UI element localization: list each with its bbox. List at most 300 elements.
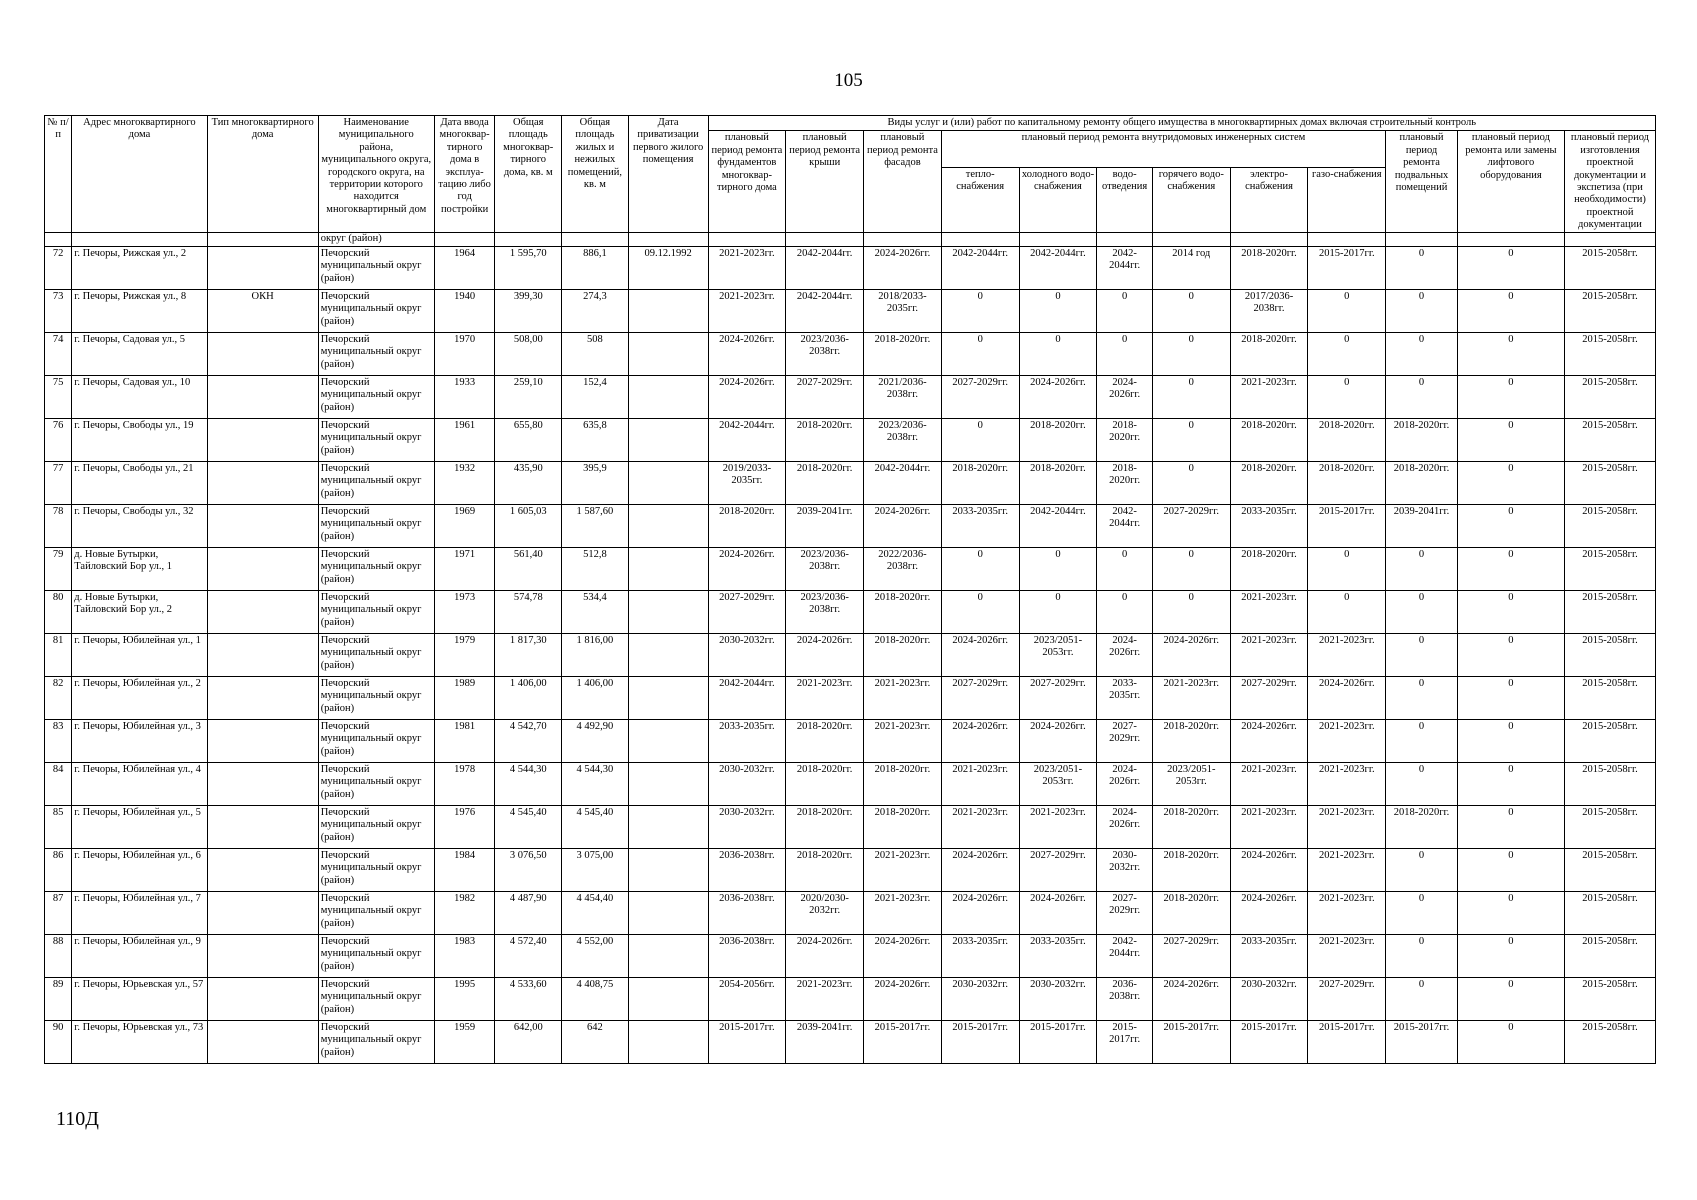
living-area-cell: 4 552,00 (562, 934, 629, 977)
cold-water-cell: 2018-2020гг. (1019, 461, 1097, 504)
table-row (45, 977, 1656, 1020)
hot-water-cell: 2024-2026гг. (1152, 977, 1230, 1020)
heat-cell: 2024-2026гг. (941, 848, 1019, 891)
address-cell: г. Печоры, Садовая ул., 5 (72, 332, 207, 375)
living-area-cell: 3 075,00 (562, 848, 629, 891)
basement-cell: 0 (1386, 332, 1458, 375)
total-area-cell: 4 544,30 (495, 762, 562, 805)
year-cell: 1940 (434, 289, 495, 332)
type-cell: ОКН (207, 289, 318, 332)
elevator-cell: 0 (1457, 977, 1564, 1020)
cold-water-cell: 2030-2032гг. (1019, 977, 1097, 1020)
table-row (45, 762, 1656, 805)
municipality-cell: Печорский муниципальный округ (район) (318, 719, 434, 762)
address-cell: г. Печоры, Юбилейная ул., 5 (72, 805, 207, 848)
row-number: 75 (45, 375, 72, 418)
year-cell: 1995 (434, 977, 495, 1020)
hot-water-cell: 2018-2020гг. (1152, 848, 1230, 891)
header-total-area: Общая площадь многоквар-тирного дома, кв. м (495, 116, 562, 233)
elevator-cell: 0 (1457, 504, 1564, 547)
sewer-cell: 2024-2026гг. (1097, 805, 1153, 848)
header-facade: плановый период ремонта фасадов (864, 131, 942, 233)
sewer-cell: 2042-2044гг. (1097, 246, 1153, 289)
hot-water-cell: 0 (1152, 332, 1230, 375)
address-cell: г. Печоры, Свободы ул., 19 (72, 418, 207, 461)
cold-water-cell: 2015-2017гг. (1019, 1020, 1097, 1063)
heat-cell: 2027-2029гг. (941, 676, 1019, 719)
row-number: 89 (45, 977, 72, 1020)
municipality-cell: Печорский муниципальный округ (район) (318, 590, 434, 633)
living-area-cell: 534,4 (562, 590, 629, 633)
elevator-cell: 0 (1457, 461, 1564, 504)
facade-cell: 2024-2026гг. (864, 934, 942, 977)
heat-cell: 2024-2026гг. (941, 891, 1019, 934)
row-number: 73 (45, 289, 72, 332)
sewer-cell: 2036-2038гг. (1097, 977, 1153, 1020)
roof-cell: 2021-2023гг. (786, 676, 864, 719)
electric-cell: 2021-2023гг. (1230, 375, 1308, 418)
address-cell: г. Печоры, Юбилейная ул., 9 (72, 934, 207, 977)
heat-cell: 2018-2020гг. (941, 461, 1019, 504)
municipality-cell: Печорский муниципальный округ (район) (318, 289, 434, 332)
basement-cell: 0 (1386, 246, 1458, 289)
electric-cell: 2024-2026гг. (1230, 891, 1308, 934)
hot-water-cell: 2027-2029гг. (1152, 934, 1230, 977)
basement-cell: 0 (1386, 547, 1458, 590)
hot-water-cell: 2018-2020гг. (1152, 719, 1230, 762)
year-cell: 1989 (434, 676, 495, 719)
municipality-cell: Печорский муниципальный округ (район) (318, 762, 434, 805)
roof-cell: 2020/2030-2032гг. (786, 891, 864, 934)
address-cell: г. Печоры, Юбилейная ул., 7 (72, 891, 207, 934)
heat-cell: 2021-2023гг. (941, 762, 1019, 805)
hot-water-cell: 0 (1152, 289, 1230, 332)
roof-cell: 2027-2029гг. (786, 375, 864, 418)
year-cell: 1932 (434, 461, 495, 504)
type-cell (207, 977, 318, 1020)
total-area-cell: 435,90 (495, 461, 562, 504)
type-cell (207, 547, 318, 590)
cold-water-cell: 2023/2051-2053гг. (1019, 762, 1097, 805)
heat-cell: 2021-2023гг. (941, 805, 1019, 848)
address-cell: г. Печоры, Юбилейная ул., 3 (72, 719, 207, 762)
privatization-cell (628, 805, 708, 848)
type-cell (207, 633, 318, 676)
address-cell: г. Печоры, Свободы ул., 21 (72, 461, 207, 504)
basement-cell: 0 (1386, 375, 1458, 418)
type-cell (207, 848, 318, 891)
design-docs-cell: 2015-2058гг. (1564, 590, 1655, 633)
foundation-cell: 2036-2038гг. (708, 891, 786, 934)
total-area-cell: 399,30 (495, 289, 562, 332)
basement-cell: 0 (1386, 676, 1458, 719)
row-number: 77 (45, 461, 72, 504)
heat-cell: 0 (941, 289, 1019, 332)
cold-water-cell: 0 (1019, 590, 1097, 633)
basement-cell: 2018-2020гг. (1386, 418, 1458, 461)
cold-water-cell: 0 (1019, 547, 1097, 590)
footer-code: 110Д (56, 1108, 99, 1130)
hot-water-cell: 2023/2051-2053гг. (1152, 762, 1230, 805)
basement-cell: 2018-2020гг. (1386, 805, 1458, 848)
heat-cell: 0 (941, 590, 1019, 633)
elevator-cell: 0 (1457, 246, 1564, 289)
table-row (45, 934, 1656, 977)
header-foundation: плановый период ремонта фундаментов многоквар-тирного дома (708, 131, 786, 233)
year-cell: 1961 (434, 418, 495, 461)
table-row (45, 547, 1656, 590)
living-area-cell: 4 545,40 (562, 805, 629, 848)
gas-cell: 2015-2017гг. (1308, 246, 1386, 289)
hot-water-cell: 0 (1152, 375, 1230, 418)
year-cell: 1976 (434, 805, 495, 848)
total-area-cell: 259,10 (495, 375, 562, 418)
basement-cell: 0 (1386, 289, 1458, 332)
heat-cell: 2033-2035гг. (941, 934, 1019, 977)
total-area-cell: 4 533,60 (495, 977, 562, 1020)
year-cell: 1982 (434, 891, 495, 934)
foundation-cell: 2021-2023гг. (708, 289, 786, 332)
hot-water-cell: 0 (1152, 461, 1230, 504)
cold-water-cell: 2021-2023гг. (1019, 805, 1097, 848)
hot-water-cell: 2027-2029гг. (1152, 504, 1230, 547)
municipality-cell: Печорский муниципальный округ (район) (318, 934, 434, 977)
header-sewer: водо-отведения (1097, 167, 1153, 233)
basement-cell: 2039-2041гг. (1386, 504, 1458, 547)
privatization-cell (628, 504, 708, 547)
address-cell: д. Новые Бутырки, Тайловский Бор ул., 2 (72, 590, 207, 633)
table-row (45, 246, 1656, 289)
elevator-cell: 0 (1457, 719, 1564, 762)
facade-cell: 2024-2026гг. (864, 246, 942, 289)
foundation-cell: 2030-2032гг. (708, 633, 786, 676)
design-docs-cell: 2015-2058гг. (1564, 547, 1655, 590)
foundation-cell: 2042-2044гг. (708, 418, 786, 461)
electric-cell: 2018-2020гг. (1230, 246, 1308, 289)
page-number: 105 (834, 70, 863, 91)
municipality-cell: Печорский муниципальный округ (район) (318, 1020, 434, 1063)
cold-water-cell: 2027-2029гг. (1019, 848, 1097, 891)
foundation-cell: 2024-2026гг. (708, 375, 786, 418)
municipality-cell: Печорский муниципальный округ (район) (318, 461, 434, 504)
hot-water-cell: 2014 год (1152, 246, 1230, 289)
facade-cell: 2024-2026гг. (864, 977, 942, 1020)
heat-cell: 0 (941, 418, 1019, 461)
sewer-cell: 0 (1097, 289, 1153, 332)
design-docs-cell: 2015-2058гг. (1564, 246, 1655, 289)
elevator-cell: 0 (1457, 375, 1564, 418)
municipality-cell: Печорский муниципальный округ (район) (318, 332, 434, 375)
foundation-cell: 2019/2033-2035гг. (708, 461, 786, 504)
facade-cell: 2021-2023гг. (864, 676, 942, 719)
total-area-cell: 561,40 (495, 547, 562, 590)
hot-water-cell: 0 (1152, 418, 1230, 461)
address-cell: г. Печоры, Садовая ул., 10 (72, 375, 207, 418)
elevator-cell: 0 (1457, 289, 1564, 332)
elevator-cell: 0 (1457, 590, 1564, 633)
living-area-cell: 1 816,00 (562, 633, 629, 676)
sewer-cell: 0 (1097, 590, 1153, 633)
privatization-cell (628, 332, 708, 375)
heat-cell: 2030-2032гг. (941, 977, 1019, 1020)
type-cell (207, 891, 318, 934)
year-cell: 1933 (434, 375, 495, 418)
cold-water-cell: 2024-2026гг. (1019, 375, 1097, 418)
gas-cell: 2027-2029гг. (1308, 977, 1386, 1020)
basement-cell: 0 (1386, 633, 1458, 676)
foundation-cell: 2036-2038гг. (708, 848, 786, 891)
roof-cell: 2024-2026гг. (786, 633, 864, 676)
municipality-cell: Печорский муниципальный округ (район) (318, 891, 434, 934)
table-header (45, 116, 1656, 233)
total-area-cell: 1 605,03 (495, 504, 562, 547)
facade-cell: 2018/2033-2035гг. (864, 289, 942, 332)
sewer-cell: 2018-2020гг. (1097, 461, 1153, 504)
header-roof: плановый период ремонта крыши (786, 131, 864, 233)
privatization-cell (628, 633, 708, 676)
roof-cell: 2039-2041гг. (786, 1020, 864, 1063)
table-row (45, 891, 1656, 934)
sewer-cell: 2027-2029гг. (1097, 719, 1153, 762)
electric-cell: 2021-2023гг. (1230, 805, 1308, 848)
year-cell: 1970 (434, 332, 495, 375)
gas-cell: 0 (1308, 590, 1386, 633)
gas-cell: 2021-2023гг. (1308, 633, 1386, 676)
living-area-cell: 1 587,60 (562, 504, 629, 547)
total-area-cell: 4 572,40 (495, 934, 562, 977)
design-docs-cell: 2015-2058гг. (1564, 719, 1655, 762)
header-commission-date: Дата ввода многоквар-тирного дома в эксплуа-тацию либо год постройки (434, 116, 495, 233)
elevator-cell: 0 (1457, 676, 1564, 719)
design-docs-cell: 2015-2058гг. (1564, 375, 1655, 418)
elevator-cell: 0 (1457, 547, 1564, 590)
year-cell: 1964 (434, 246, 495, 289)
municipality-cell: Печорский муниципальный округ (район) (318, 418, 434, 461)
facade-cell: 2021/2036-2038гг. (864, 375, 942, 418)
address-cell: г. Печоры, Рижская ул., 2 (72, 246, 207, 289)
table-row (45, 1020, 1656, 1063)
cold-water-cell: 2042-2044гг. (1019, 246, 1097, 289)
header-works-group: Виды услуг и (или) работ по капитальному ремонту общего имущества в многоквартирных домах включая строительный контроль (708, 116, 1655, 131)
header-type: Тип многоквартирного дома (207, 116, 318, 233)
electric-cell: 2021-2023гг. (1230, 762, 1308, 805)
sewer-cell: 2024-2026гг. (1097, 375, 1153, 418)
type-cell (207, 418, 318, 461)
gas-cell: 2021-2023гг. (1308, 762, 1386, 805)
row-number: 86 (45, 848, 72, 891)
year-cell: 1971 (434, 547, 495, 590)
privatization-cell (628, 375, 708, 418)
electric-cell: 2030-2032гг. (1230, 977, 1308, 1020)
total-area-cell: 4 545,40 (495, 805, 562, 848)
header-design-docs: плановый период изготовления проектной документации и экспетиза (при необходимости) проектной документации (1564, 131, 1655, 233)
address-cell: г. Печоры, Юрьевская ул., 73 (72, 1020, 207, 1063)
privatization-cell (628, 547, 708, 590)
header-num: № п/п (45, 116, 72, 233)
cold-water-cell: 0 (1019, 332, 1097, 375)
sewer-cell: 2015-2017гг. (1097, 1020, 1153, 1063)
electric-cell: 2018-2020гг. (1230, 418, 1308, 461)
foundation-cell: 2036-2038гг. (708, 934, 786, 977)
table-row (45, 504, 1656, 547)
header-hot-water: горячего водо-снабжения (1152, 167, 1230, 233)
electric-cell: 2018-2020гг. (1230, 332, 1308, 375)
basement-cell: 2015-2017гг. (1386, 1020, 1458, 1063)
facade-cell: 2018-2020гг. (864, 805, 942, 848)
heat-cell: 2027-2029гг. (941, 375, 1019, 418)
roof-cell: 2042-2044гг. (786, 246, 864, 289)
address-cell: г. Печоры, Свободы ул., 32 (72, 504, 207, 547)
total-area-cell: 655,80 (495, 418, 562, 461)
living-area-cell: 508 (562, 332, 629, 375)
table-row (45, 719, 1656, 762)
sewer-cell: 2018-2020гг. (1097, 418, 1153, 461)
municipality-cell: Печорский муниципальный округ (район) (318, 633, 434, 676)
heat-cell: 0 (941, 547, 1019, 590)
header-electric: электро-снабжения (1230, 167, 1308, 233)
type-cell (207, 504, 318, 547)
cold-water-cell: 2027-2029гг. (1019, 676, 1097, 719)
elevator-cell: 0 (1457, 633, 1564, 676)
table-row (45, 676, 1656, 719)
roof-cell: 2021-2023гг. (786, 977, 864, 1020)
roof-cell: 2042-2044гг. (786, 289, 864, 332)
cold-water-cell: 2018-2020гг. (1019, 418, 1097, 461)
foundation-cell: 2027-2029гг. (708, 590, 786, 633)
living-area-cell: 4 454,40 (562, 891, 629, 934)
design-docs-cell: 2015-2058гг. (1564, 461, 1655, 504)
table-row (45, 461, 1656, 504)
privatization-cell (628, 719, 708, 762)
design-docs-cell: 2015-2058гг. (1564, 848, 1655, 891)
living-area-cell: 274,3 (562, 289, 629, 332)
total-area-cell: 508,00 (495, 332, 562, 375)
heat-cell: 2024-2026гг. (941, 719, 1019, 762)
hot-water-cell: 2018-2020гг. (1152, 891, 1230, 934)
electric-cell: 2018-2020гг. (1230, 461, 1308, 504)
row-number: 88 (45, 934, 72, 977)
elevator-cell: 0 (1457, 332, 1564, 375)
roof-cell: 2023/2036-2038гг. (786, 590, 864, 633)
elevator-cell: 0 (1457, 762, 1564, 805)
row-number: 90 (45, 1020, 72, 1063)
heat-cell: 2024-2026гг. (941, 633, 1019, 676)
header-engineering-group: плановый период ремонта внутридомовых инженерных систем (941, 131, 1385, 167)
roof-cell: 2018-2020гг. (786, 461, 864, 504)
design-docs-cell: 2015-2058гг. (1564, 1020, 1655, 1063)
type-cell (207, 676, 318, 719)
total-area-cell: 4 542,70 (495, 719, 562, 762)
address-cell: г. Печоры, Юбилейная ул., 2 (72, 676, 207, 719)
gas-cell: 2018-2020гг. (1308, 461, 1386, 504)
table-row (45, 848, 1656, 891)
year-cell: 1978 (434, 762, 495, 805)
privatization-cell: 09.12.1992 (628, 246, 708, 289)
gas-cell: 2024-2026гг. (1308, 676, 1386, 719)
gas-cell: 2021-2023гг. (1308, 891, 1386, 934)
type-cell (207, 762, 318, 805)
privatization-cell (628, 289, 708, 332)
year-cell: 1984 (434, 848, 495, 891)
header-cold-water: холодного водо-снабжения (1019, 167, 1097, 233)
row-number: 81 (45, 633, 72, 676)
basement-cell: 0 (1386, 590, 1458, 633)
gas-cell: 2015-2017гг. (1308, 504, 1386, 547)
address-cell: г. Печоры, Юбилейная ул., 4 (72, 762, 207, 805)
row-number: 84 (45, 762, 72, 805)
table-row (45, 805, 1656, 848)
hot-water-cell: 0 (1152, 590, 1230, 633)
electric-cell: 2015-2017гг. (1230, 1020, 1308, 1063)
foundation-cell: 2054-2056гг. (708, 977, 786, 1020)
sewer-cell: 2033-2035гг. (1097, 676, 1153, 719)
elevator-cell: 0 (1457, 934, 1564, 977)
privatization-cell (628, 891, 708, 934)
privatization-cell (628, 590, 708, 633)
facade-cell: 2022/2036-2038гг. (864, 547, 942, 590)
gas-cell: 0 (1308, 547, 1386, 590)
sewer-cell: 0 (1097, 332, 1153, 375)
elevator-cell: 0 (1457, 848, 1564, 891)
living-area-cell: 1 406,00 (562, 676, 629, 719)
elevator-cell: 0 (1457, 805, 1564, 848)
electric-cell: 2021-2023гг. (1230, 590, 1308, 633)
row-number: 87 (45, 891, 72, 934)
table-body (45, 233, 1656, 1063)
basement-cell: 0 (1386, 848, 1458, 891)
total-area-cell: 1 595,70 (495, 246, 562, 289)
design-docs-cell: 2015-2058гг. (1564, 805, 1655, 848)
facade-cell: 2018-2020гг. (864, 762, 942, 805)
facade-cell: 2023/2036-2038гг. (864, 418, 942, 461)
foundation-cell: 2033-2035гг. (708, 719, 786, 762)
year-cell: 1973 (434, 590, 495, 633)
address-cell: д. Новые Бутырки, Тайловский Бор ул., 1 (72, 547, 207, 590)
sewer-cell: 2024-2026гг. (1097, 633, 1153, 676)
basement-cell: 0 (1386, 977, 1458, 1020)
total-area-cell: 4 487,90 (495, 891, 562, 934)
design-docs-cell: 2015-2058гг. (1564, 633, 1655, 676)
foundation-cell: 2030-2032гг. (708, 805, 786, 848)
foundation-cell: 2024-2026гг. (708, 332, 786, 375)
design-docs-cell: 2015-2058гг. (1564, 676, 1655, 719)
gas-cell: 2021-2023гг. (1308, 934, 1386, 977)
sewer-cell: 0 (1097, 547, 1153, 590)
year-cell: 1979 (434, 633, 495, 676)
roof-cell: 2018-2020гг. (786, 418, 864, 461)
table-row (45, 375, 1656, 418)
table-row (45, 633, 1656, 676)
basement-cell: 0 (1386, 719, 1458, 762)
municipality-cell: Печорский муниципальный округ (район) (318, 805, 434, 848)
table-row (45, 590, 1656, 633)
municipality-cell: Печорский муниципальный округ (район) (318, 246, 434, 289)
privatization-cell (628, 977, 708, 1020)
design-docs-cell: 2015-2058гг. (1564, 934, 1655, 977)
living-area-cell: 152,4 (562, 375, 629, 418)
elevator-cell: 0 (1457, 1020, 1564, 1063)
header-address: Адрес многоквартирного дома (72, 116, 207, 233)
gas-cell: 2021-2023гг. (1308, 719, 1386, 762)
header-row-1 (45, 116, 1656, 131)
continuation-cell: округ (район) (318, 233, 434, 246)
row-number: 85 (45, 805, 72, 848)
heat-cell: 2033-2035гг. (941, 504, 1019, 547)
electric-cell: 2021-2023гг. (1230, 633, 1308, 676)
type-cell (207, 719, 318, 762)
electric-cell: 2018-2020гг. (1230, 547, 1308, 590)
basement-cell: 2018-2020гг. (1386, 461, 1458, 504)
